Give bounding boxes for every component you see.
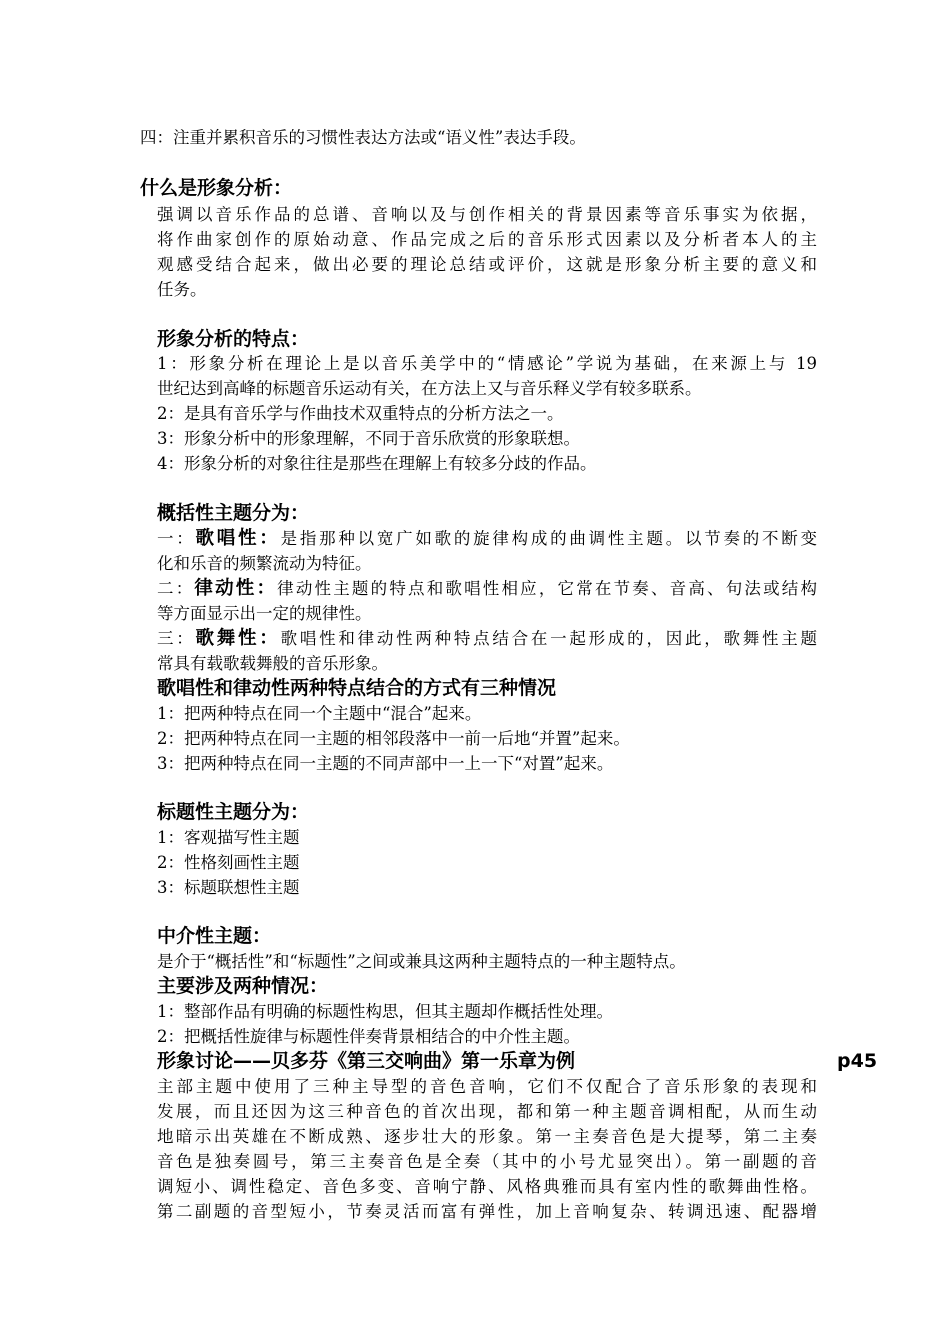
paragraph-line: 调短小、调性稳定、音色多变、音响宁静、风格典雅而具有室内性的歌舞曲性格。	[157, 1177, 817, 1196]
list-item-singing	[157, 527, 817, 551]
list-item-continuation: 化和乐音的频繁流动为特征。	[157, 554, 372, 573]
item-text: 歌唱性和律动性两种特点结合在一起形成的，因此，歌舞性主题	[280, 629, 817, 648]
list-item: 3：把两种特点在同一主题的不同声部中一上一下“对置”起来。	[157, 754, 614, 773]
item-colon: ：	[259, 628, 281, 649]
list-item: 3：标题联想性主题	[157, 878, 300, 897]
page-reference: p45	[837, 1050, 878, 1072]
list-item: 4：形象分析的对象往往是那些在理解上有较多分歧的作品。	[157, 454, 597, 473]
section-heading-features: 形象分析的特点：	[157, 328, 310, 350]
item-term: 歌唱性	[195, 528, 260, 549]
intro-line: 四：注重并累积音乐的习惯性表达方法或“语义性”表达手段。	[140, 128, 586, 147]
section-heading-intermediate-themes: 中介性主题：	[157, 925, 272, 947]
item-prefix: 三：	[157, 629, 196, 648]
paragraph-line: 发展，而且还因为这三种音色的首次出现，都和第一种主题音调相配，从而生动	[157, 1102, 817, 1121]
subheading-two-cases: 主要涉及两种情况：	[157, 975, 329, 997]
paragraph-line: 观感受结合起来，做出必要的理论总结或评价，这就是形象分析主要的意义和	[157, 255, 817, 274]
item-prefix: 一：	[157, 529, 196, 548]
item-text: 是指那种以宽广如歌的旋律构成的曲调性主题。以节奏的不断变	[280, 529, 817, 548]
section-heading-discussion	[157, 1048, 878, 1074]
paragraph-line: 是介于“概括性”和“标题性”之间或兼具这两种主题特点的一种主题特点。	[157, 952, 686, 971]
list-item: 2：把两种特点在同一主题的相邻段落中一前一后地“并置”起来。	[157, 729, 630, 748]
section-heading-image-analysis: 什么是形象分析：	[140, 177, 293, 199]
item-text: 律动性主题的特点和歌唱性相应，它常在节奏、音高、句法或结构	[277, 579, 817, 598]
list-item-continuation: 世纪达到高峰的标题音乐运动有关，在方法上又与音乐释义学有较多联系。	[157, 379, 702, 398]
paragraph-line: 强调以音乐作品的总谱、音响以及与创作相关的背景因素等音乐事实为依据，	[157, 205, 817, 224]
section-heading-general-themes: 概括性主题分为：	[157, 502, 310, 524]
section-heading-combination: 歌唱性和律动性两种特点结合的方式有三种情况	[157, 677, 557, 699]
paragraph-line: 主部主题中使用了三种主导型的音色音响，它们不仅配合了音乐形象的表现和	[157, 1077, 817, 1096]
section-heading-title-themes: 标题性主题分为：	[157, 801, 310, 823]
list-item-continuation: 常具有载歌载舞般的音乐形象。	[157, 654, 388, 673]
list-item: 1：形象分析在理论上是以音乐美学中的“情感论”学说为基础，在来源上与 19	[157, 354, 817, 373]
item-prefix: 二：	[157, 579, 195, 598]
list-item: 1：客观描写性主题	[157, 828, 300, 847]
list-item-song-dance	[157, 627, 817, 651]
list-item-continuation: 等方面显示出一定的规律性。	[157, 604, 372, 623]
list-item: 1：整部作品有明确的标题性构思，但其主题却作概括性处理。	[157, 1002, 613, 1021]
discussion-title: 形象讨论——贝多芬《第三交响曲》第一乐章为例	[157, 1050, 576, 1072]
item-colon: ：	[259, 528, 281, 549]
paragraph-line: 将作曲家创作的原始动意、作品完成之后的音乐形式因素以及分析者本人的主	[157, 230, 817, 249]
list-item: 2：把概括性旋律与标题性伴奏背景相结合的中介性主题。	[157, 1027, 580, 1046]
paragraph-line: 第二副题的音型短小，节奏灵活而富有弹性，加上音响复杂、转调迅速、配器增	[157, 1202, 817, 1221]
list-item: 2：是具有音乐学与作曲技术双重特点的分析方法之一。	[157, 404, 564, 423]
list-item: 1：把两种特点在同一个主题中“混合”起来。	[157, 704, 482, 723]
paragraph-line: 任务。	[157, 280, 207, 299]
paragraph-line: 地暗示出英雄在不断成熟、逐步壮大的形象。第一主奏音色是大提琴，第二主奏	[157, 1127, 817, 1146]
list-item: 3：形象分析中的形象理解，不同于音乐欣赏的形象联想。	[157, 429, 580, 448]
list-item-rhythmic	[157, 577, 817, 601]
item-term: 律动性	[194, 578, 257, 599]
paragraph-line: 音色是独奏圆号，第三主奏音色是全奏（其中的小号尤显突出）。第一副题的音	[157, 1152, 817, 1171]
item-term: 歌舞性	[195, 628, 260, 649]
item-colon: ：	[256, 578, 278, 599]
list-item: 2：性格刻画性主题	[157, 853, 300, 872]
